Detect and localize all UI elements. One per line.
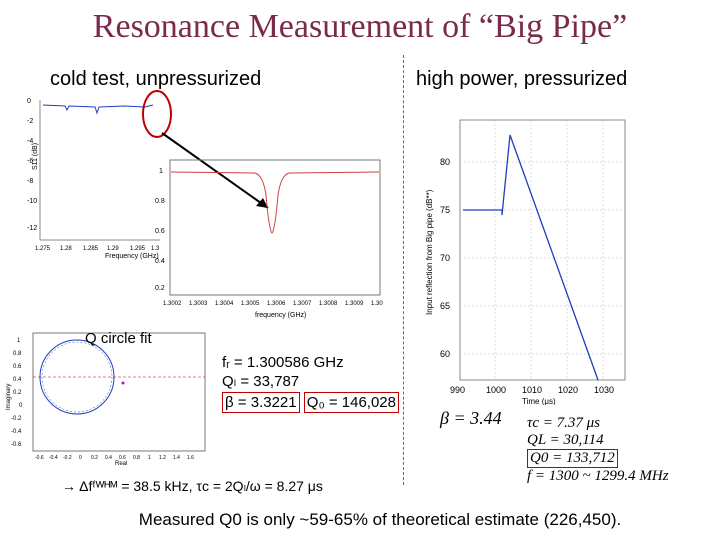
x-axis-label: Time (μs) [522, 397, 556, 405]
tick-label: -0.4 [11, 429, 22, 435]
tick-label: 1.3003 [189, 301, 208, 307]
q-circle-data [42, 342, 112, 412]
tick-label: 0.8 [133, 455, 140, 461]
unloaded-q: Q₀ = 146,028 [304, 392, 399, 413]
tick-label: -6 [27, 158, 34, 165]
hp-decay-chart [410, 115, 630, 405]
tick-label: 1.3007 [293, 301, 312, 307]
tick-label: -0.2 [11, 416, 22, 422]
tick-label: 0.8 [13, 351, 22, 357]
hp-unloaded-q: Q0 = 133,712 [527, 449, 618, 468]
tick-label: -0.4 [49, 455, 58, 461]
tick-label: 1.3009 [345, 301, 364, 307]
s11-trace [43, 105, 153, 113]
tick-label: -0.6 [11, 442, 22, 448]
tick-label: -12 [27, 225, 38, 232]
coupling-beta: β = 3.3221 [222, 392, 300, 413]
fit-results [222, 353, 399, 413]
tick-label: 990 [450, 385, 466, 395]
x-axis-label: frequency (GHz) [255, 312, 307, 319]
tick-label: 80 [440, 157, 451, 167]
y-axis-label: Input reflection from Big pipe (dB**) [425, 189, 434, 315]
tick-label: -0.2 [63, 455, 72, 461]
tick-label: 1.30 [371, 301, 383, 307]
tick-label: 75 [440, 205, 451, 215]
hp-results [527, 415, 669, 485]
tick-label: 1.3005 [241, 301, 260, 307]
tick-label: 0.6 [155, 228, 165, 235]
tick-label: 1.295 [130, 246, 146, 252]
tick-label: 1.28 [60, 246, 72, 252]
tick-label: -8 [27, 178, 34, 185]
tick-label: 0.6 [13, 364, 22, 370]
loaded-q: Qₗ = 33,787 [222, 373, 300, 390]
tick-label: 1010 [522, 385, 543, 395]
tick-label: -10 [27, 198, 38, 205]
tick-label: 1.275 [35, 246, 51, 252]
tick-label: 65 [440, 301, 451, 311]
tick-label: 1 [17, 338, 21, 344]
tick-label: 0.2 [91, 455, 98, 461]
tick-label: 0.2 [155, 285, 165, 292]
tick-label: 0 [27, 98, 31, 105]
tick-label: 0.4 [155, 258, 165, 265]
tick-label: 70 [440, 253, 451, 263]
y-axis-label: Imaginary [6, 383, 12, 410]
section-divider [403, 55, 404, 485]
tick-label: 0 [19, 403, 23, 409]
hp-frequency: f = 1300 ~ 1299.4 MHz [527, 468, 669, 484]
q-circle-label: Q circle fit [85, 330, 152, 347]
tick-label: 1000 [486, 385, 507, 395]
bandwidth-line: → Δfᶠᵂᴴᴹ = 38.5 kHz, τc = 2Qₗ/ω = 8.27 μs [62, 478, 323, 494]
tick-label: 1 [148, 455, 151, 461]
tick-label: 0.6 [119, 455, 126, 461]
beta-estimate: β = 3.44 [440, 408, 502, 428]
s11-resonance-trace [171, 172, 379, 233]
hp-loaded-q: QL = 30,114 [527, 432, 604, 448]
s11-zoom-chart [145, 155, 390, 325]
tick-label: 1.285 [83, 246, 99, 252]
bottom-note: Measured Q0 is only ~59-65% of theoretical estimate (226,450). [138, 510, 622, 529]
tick-label: 1.3 [151, 246, 160, 252]
tick-label: 0.4 [13, 377, 22, 383]
decay-trace [463, 135, 598, 380]
right-heading: high power, pressurized [416, 68, 628, 90]
tick-label: 60 [440, 349, 451, 359]
tick-label: 1 [159, 168, 163, 175]
tick-label: -2 [27, 118, 34, 125]
y-axis-label: S11 (dB) [32, 142, 39, 170]
tick-label: 0.8 [155, 198, 165, 205]
tick-label: 0.4 [105, 455, 112, 461]
tick-label: 1.3004 [215, 301, 234, 307]
tick-label: 1.29 [107, 246, 119, 252]
tick-label: -4 [27, 138, 34, 145]
tick-label: 1030 [594, 385, 615, 395]
tick-label: 1020 [558, 385, 579, 395]
slide-title: Resonance Measurement of “Big Pipe” [92, 8, 628, 45]
decay-time: τc = 7.37 μs [527, 415, 601, 431]
tick-label: 1.2 [159, 455, 166, 461]
tick-label: 1.3002 [163, 301, 182, 307]
left-heading: cold test, unpressurized [50, 68, 262, 90]
tick-label: 0 [79, 455, 82, 461]
tick-label: 1.4 [173, 455, 180, 461]
tick-label: 1.6 [187, 455, 194, 461]
tick-label: 1.3008 [319, 301, 338, 307]
tick-label: 1.3006 [267, 301, 286, 307]
x-axis-label: Real [115, 461, 128, 465]
tick-label: 0.2 [13, 390, 22, 396]
tick-label: -0.6 [35, 455, 44, 461]
resonant-frequency: fᵣ = 1.300586 GHz [222, 354, 344, 371]
q-circle-fit [40, 340, 114, 414]
x-axis-label: Frequency (GHz) [105, 253, 159, 260]
